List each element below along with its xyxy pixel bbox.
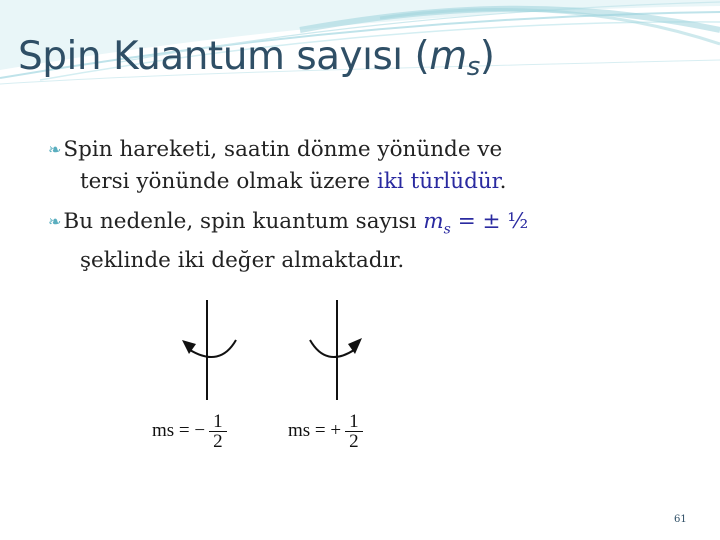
spin-diagram xyxy=(140,290,400,460)
equation-ms-plus: ms = + $\frac{1}{2}$ xyxy=(288,412,363,451)
bullet2-line2: şeklinde iki değer almaktadır. xyxy=(80,248,405,274)
ms-value: = ± ½ xyxy=(450,209,529,234)
bullet1-line1: Spin hareketi, saatin dönme yönünde ve xyxy=(63,137,503,162)
spin-arrows xyxy=(140,290,400,410)
slide-title: Spin Kuantum sayısı $(m_s)$ xyxy=(18,34,495,82)
bullet-marker-icon: ❧ xyxy=(48,212,62,231)
bullet-item-spin-values xyxy=(48,206,648,277)
highlight-text: iki türlüdür xyxy=(376,169,500,194)
bullet1-line2: tersi yönünde olmak üzere iki türlüdür. xyxy=(80,169,507,194)
clockwise-arrow-icon xyxy=(310,340,354,357)
page-number: 61 xyxy=(674,514,687,525)
counterclockwise-arrow-icon xyxy=(190,340,236,357)
equation-ms-minus: ms = − $\frac{1}{2}$ xyxy=(152,412,227,451)
bullet-item-spin-direction xyxy=(48,134,648,198)
bullet2-line1: Bu nedenle, spin kuantum sayısı xyxy=(63,209,424,234)
ms-variable: $m_s$ xyxy=(423,209,451,238)
bullet-marker-icon: ❧ xyxy=(48,140,62,159)
